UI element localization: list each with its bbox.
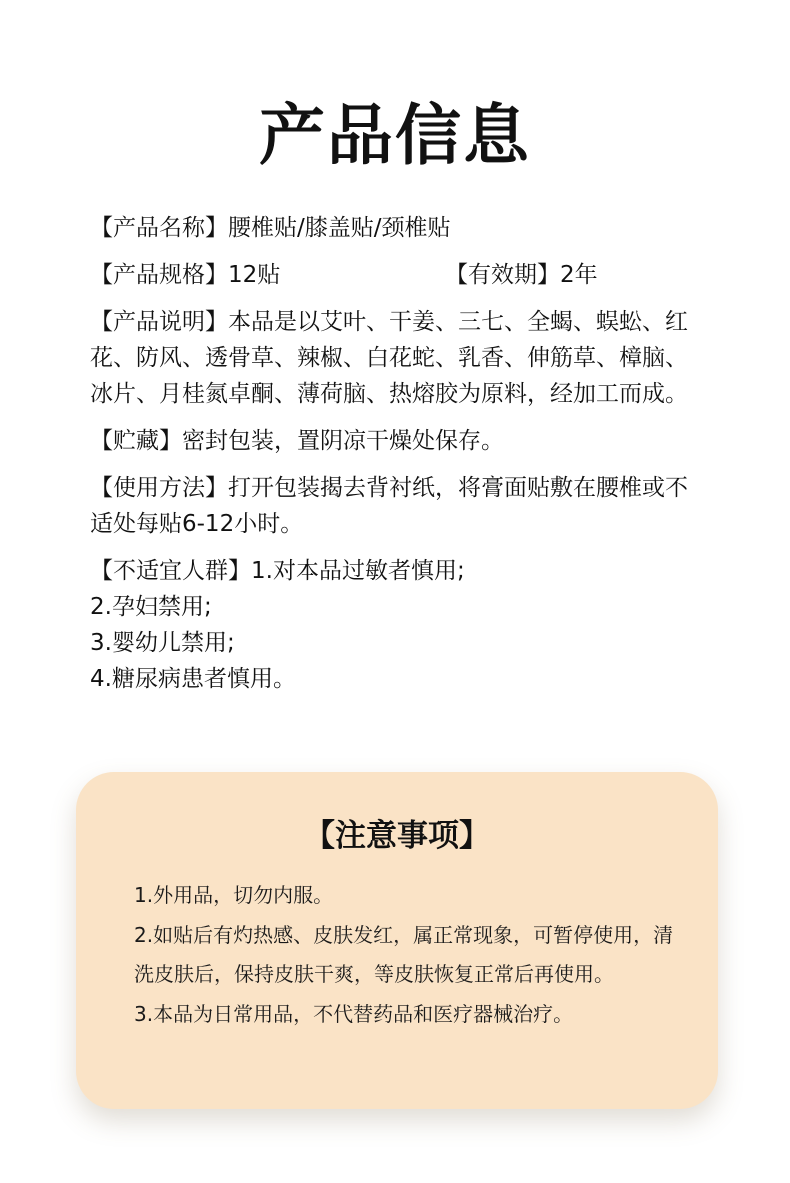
notice-list [134, 876, 674, 1034]
notice-item: 1.外用品，切勿内服。 [134, 883, 334, 907]
unsuitable-line-1: 【不适宜人群】1.对本品过敏者慎用; [90, 558, 465, 584]
product-spec-line: 【产品规格】12贴 [90, 262, 281, 288]
notice-item: 2.如贴后有灼热感、皮肤发红，属正常现象，可暂停使用，清洗皮肤后，保持皮肤干爽，等皮肤恢复正常后再使用。 [134, 922, 674, 986]
unsuitable-line-3: 3.婴幼儿禁用; [90, 630, 235, 656]
notice-box [76, 772, 718, 1109]
unsuitable-line-4: 4.糖尿病患者慎用。 [90, 666, 296, 692]
usage-line: 【使用方法】打开包装揭去背衬纸，将膏面贴敷在腰椎或不适处每贴6-12小时。 [90, 475, 688, 537]
notice-item: 3.本品为日常用品，不代替药品和医疗器械治疗。 [134, 1001, 574, 1026]
notice-title: 【注意事项】 [304, 818, 490, 854]
product-info-section [90, 210, 700, 697]
spec-validity-row [90, 257, 700, 293]
page-title: 产品信息 [259, 96, 531, 174]
storage-line: 【贮藏】密封包装，置阴凉干燥处保存。 [90, 428, 504, 454]
unsuitable-line-2: 2.孕妇禁用; [90, 594, 212, 620]
product-name-line: 【产品名称】腰椎贴/膝盖贴/颈椎贴 [90, 215, 451, 241]
validity-line: 【有效期】2年 [445, 262, 598, 288]
product-description: 【产品说明】本品是以艾叶、干姜、三七、全蝎、蜈蚣、红花、防风、透骨草、辣椒、白花蛇、乳香、伸筋草、樟脑、冰片、月桂氮卓酮、薄荷脑、热熔胶为原料，经加工而成。 [90, 309, 688, 407]
